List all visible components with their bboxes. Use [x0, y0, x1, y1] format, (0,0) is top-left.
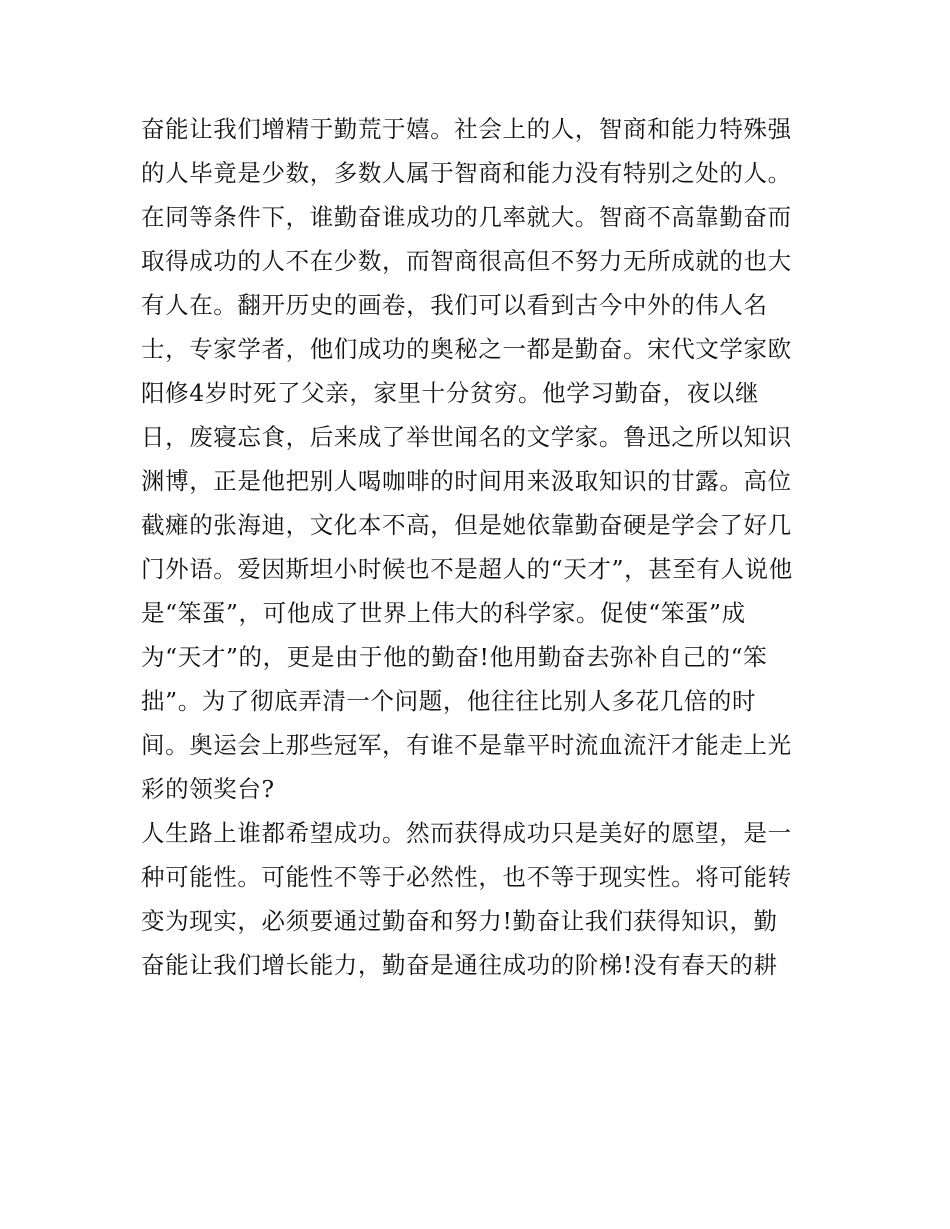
- text-line: 间。奥运会上那些冠军，有谁不是靠平时流血流汗才能走上光: [141, 731, 792, 759]
- text-line: 是“笨蛋”，可他成了世界上伟大的科学家。促使“笨蛋”成: [141, 599, 746, 627]
- body-text: [141, 107, 821, 987]
- text-line: 渊博，正是他把别人喝咖啡的时间用来汲取知识的甘露。高位: [141, 467, 792, 495]
- text-line: 截瘫的张海迪，文化本不高，但是她依靠勤奋硬是学会了好几: [141, 511, 792, 539]
- text-line: 人生路上谁都希望成功。然而获得成功只是美好的愿望，是一: [141, 819, 792, 847]
- text-line: 奋能让我们增长能力，勤奋是通往成功的阶梯!没有春天的耕: [141, 951, 778, 979]
- text-line: 种可能性。可能性不等于必然性，也不等于现实性。将可能转: [141, 863, 792, 891]
- text-line: 的人毕竟是少数，多数人属于智商和能力没有特别之处的人。: [141, 159, 792, 187]
- text-line: 拙”。为了彻底弄清一个问题，他往往比别人多花几倍的时: [141, 687, 757, 715]
- text-line: 日，废寝忘食，后来成了举世闻名的文学家。鲁迅之所以知识: [141, 423, 792, 451]
- text-line: 士，专家学者，他们成功的奥秘之一都是勤奋。宋代文学家欧: [141, 335, 792, 363]
- text-line: 门外语。爱因斯坦小时候也不是超人的“天才”，甚至有人说他: [141, 555, 793, 583]
- text-line: 为“天才”的，更是由于他的勤奋!他用勤奋去弥补自己的“笨: [141, 643, 768, 671]
- text-line: 有人在。翻开历史的画卷，我们可以看到古今中外的伟人名: [141, 291, 768, 319]
- text-line: 变为现实，必须要通过勤奋和努力!勤奋让我们获得知识，勤: [141, 907, 778, 935]
- text-line: 彩的领奖台?: [141, 775, 275, 803]
- text-line: 阳修4岁时死了父亲，家里十分贫穷。他学习勤奋，夜以继: [141, 379, 760, 407]
- text-line: 取得成功的人不在少数，而智商很高但不努力无所成就的也大: [141, 247, 792, 275]
- text-line: 奋能让我们增精于勤荒于嬉。社会上的人，智商和能力特殊强: [141, 115, 792, 143]
- text-line: 在同等条件下，谁勤奋谁成功的几率就大。智商不高靠勤奋而: [141, 203, 792, 231]
